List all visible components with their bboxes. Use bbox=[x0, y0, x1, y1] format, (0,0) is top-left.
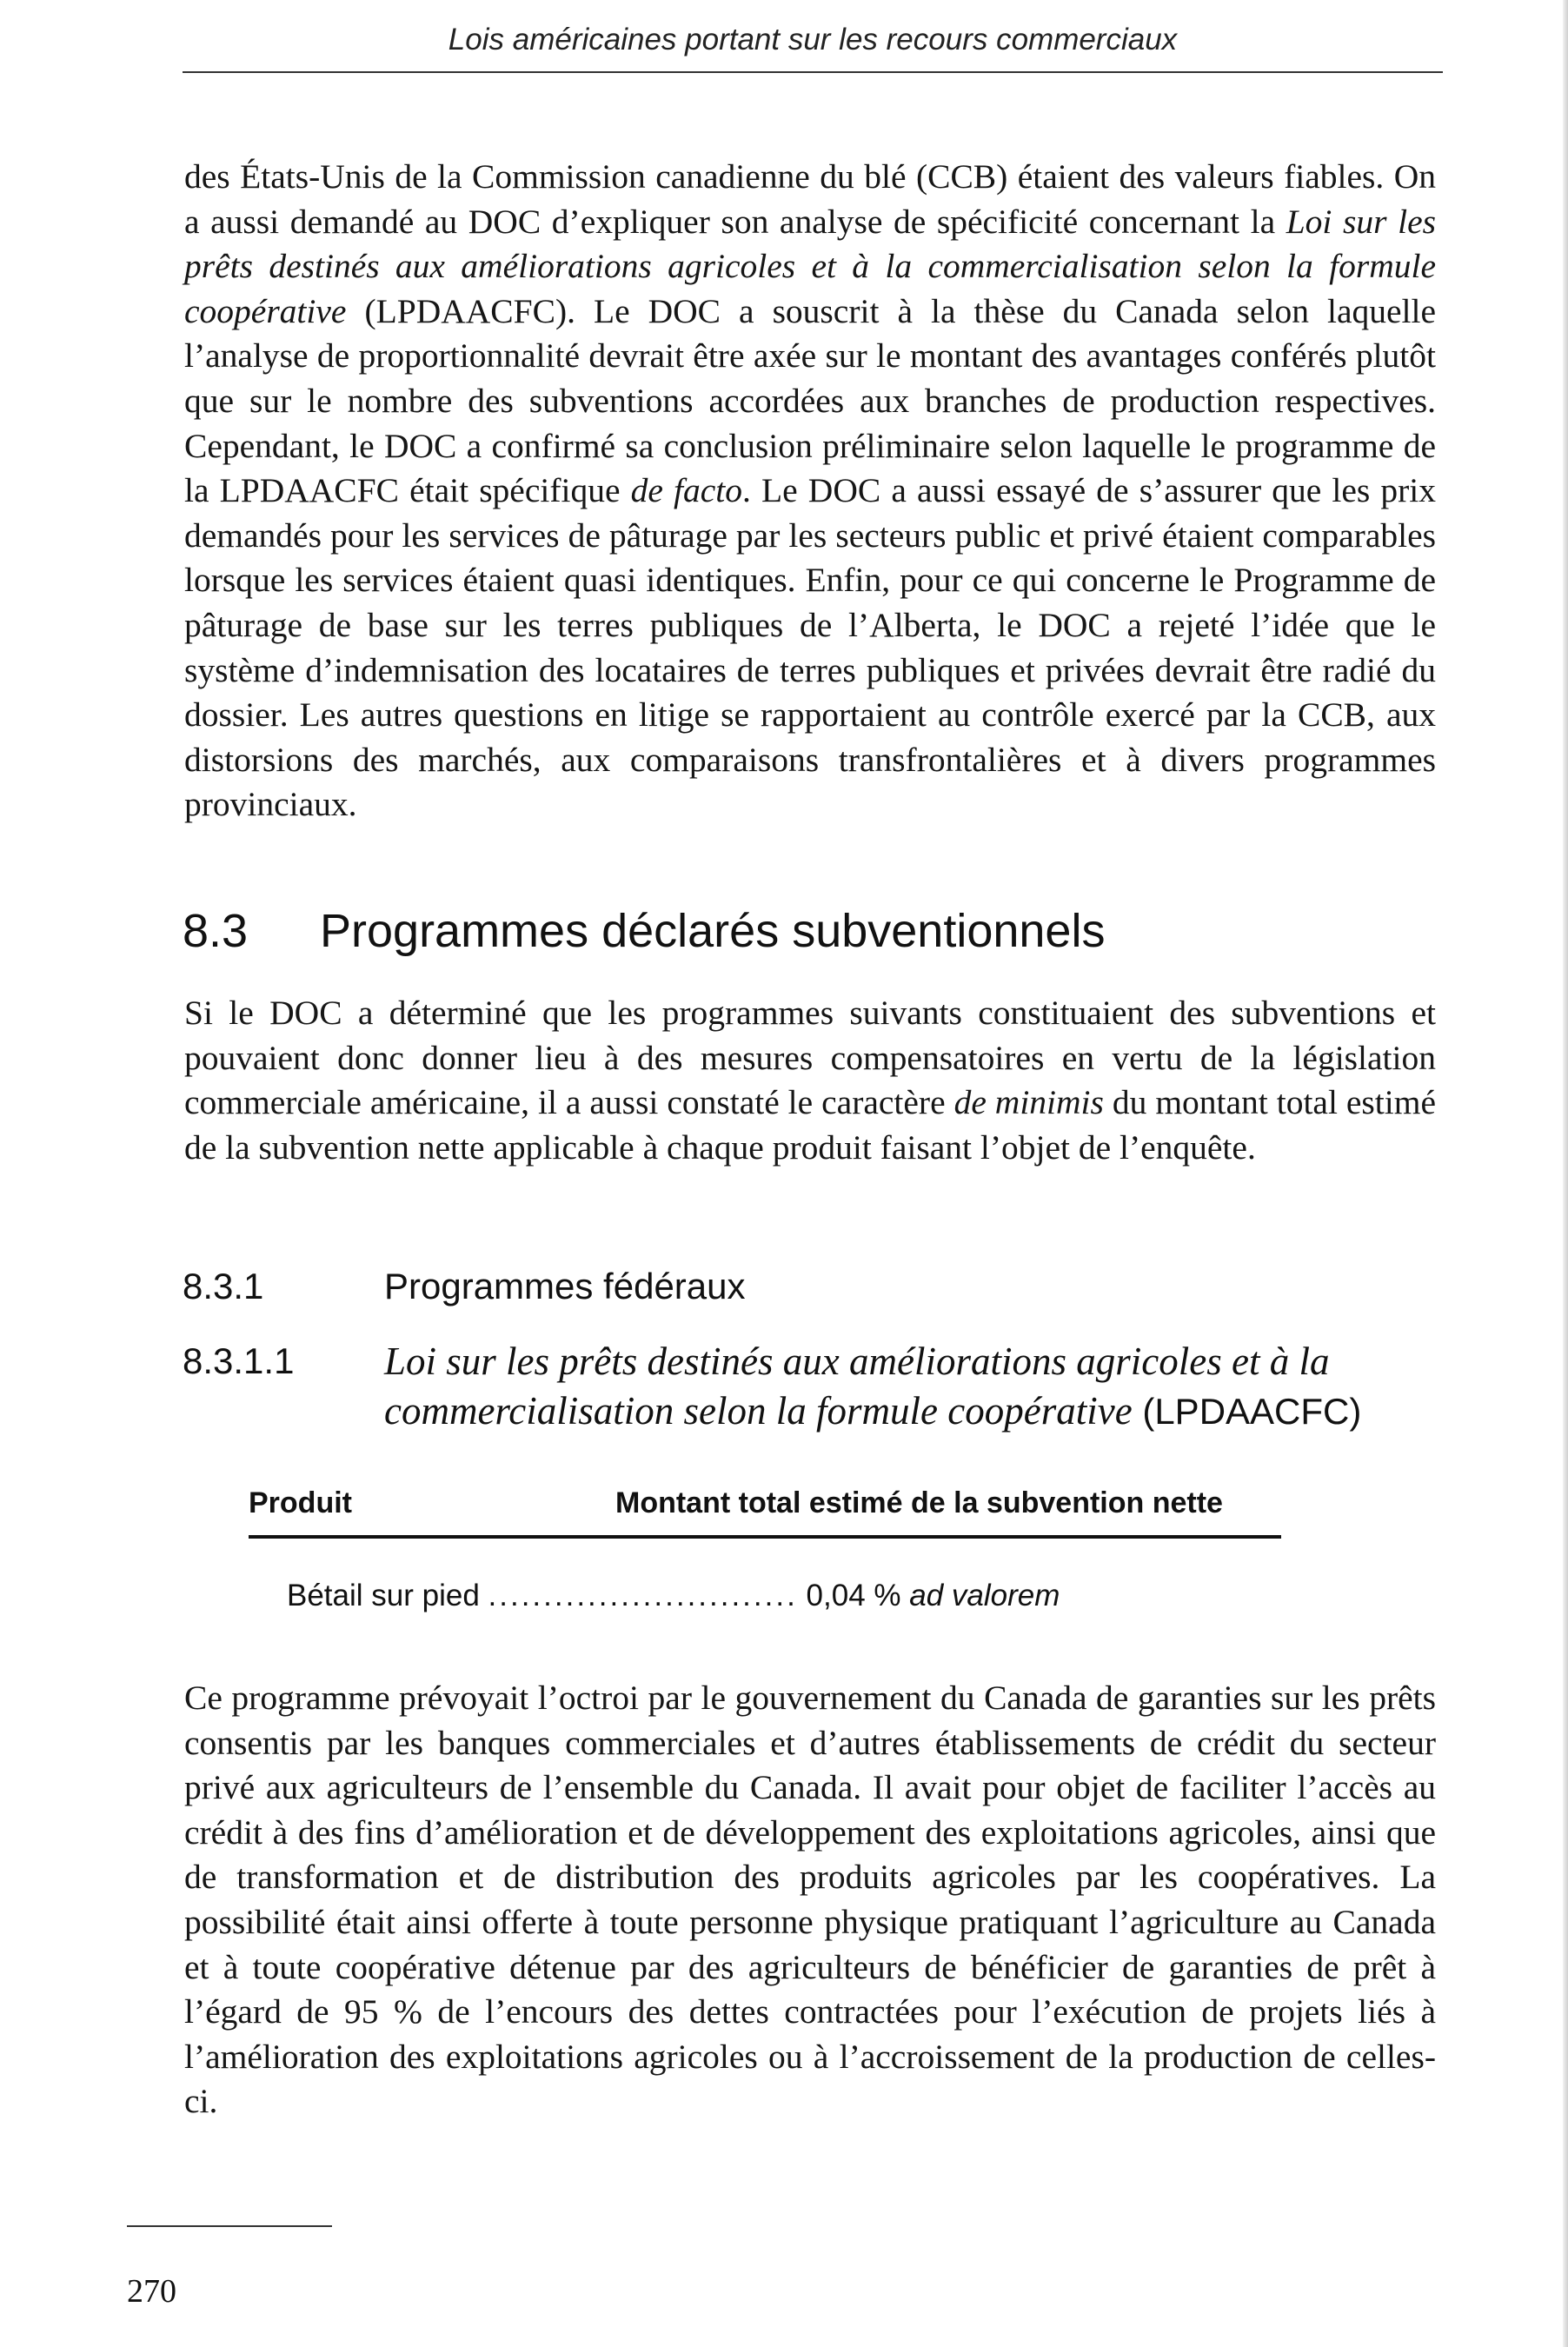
dot-leader: ............................ bbox=[488, 1579, 798, 1612]
section-number: 8.3 bbox=[183, 905, 249, 957]
intro-text-3: . Le DOC a aussi essayé de s’assurer que les prix demandés pour les services de pâturage par les secteurs public et privé étaient comparables lorsque les services étaient quasi identiques. Enfin, pour ce qui concerne le Programme de pâturage de base sur les terres publiques de l’Alberta, le DOC a rejeté l’idée que le système d’indemnisation des locataires de terres publiques et privées devrait être radié du dossier. Les autres questions en litige se rapportaient au contrôle exercé par la CCB, aux distorsions des marchés, aux comparaisons transfrontalières et à divers programmes provinciaux. bbox=[184, 471, 1437, 824]
program-description-paragraph: Ce programme prévoyait l’octroi par le gouvernement du Canada de garanties sur les prêts consentis par les banques commerciales et d’autres établissements de crédit du secteur privé aux agriculteurs de l’ensemble du Canada. Il avait pour objet de faciliter l’accès au crédit à des fins d’amélioration et de développement des exploitations agricoles, ainsi que de transformation et de distribution des produits agricoles par les coopératives. La possibilité était ainsi offerte à toute personne physique pratiquant l’agriculture au Canada et à toute coopérative détenue par des agriculteurs de bénéficier de garanties de prêt à l’égard de 95 % de l’encours des dettes contractées pour l’exécution de projets liés à l’amélioration des exploitations agricoles ou à l’accroissement de la production de celles-ci. bbox=[184, 1679, 1436, 2121]
subsubsection-title-italic: Loi sur les prêts destinés aux améliorations agricoles et à la commercialisation selon la formule coopérative bbox=[384, 1340, 1330, 1433]
subsubsection-title bbox=[384, 1337, 1427, 1436]
column-header-product: Produit bbox=[249, 1486, 352, 1519]
header-rule bbox=[183, 71, 1443, 73]
running-header: Lois américaines portant sur les recours commerciaux bbox=[448, 23, 1178, 57]
section-heading bbox=[183, 904, 1105, 958]
subsection-title: Programmes fédéraux bbox=[384, 1266, 746, 1306]
table-header-rule bbox=[249, 1535, 1281, 1539]
intro-text-2: (LPDAACFC). Le DOC a souscrit à la thèse du Canada selon laquelle l’analyse de proportionnalité devrait être axée sur le montant des avantages conférés plutôt que sur le nombre des subventions accordées aux branches de production respectives. Cependant, le DOC a confirmé sa conclusion préliminaire selon laquelle le programme de la LPDAACFC était spécifique bbox=[184, 291, 1436, 510]
subsubsection-number: 8.3.1.1 bbox=[183, 1340, 295, 1381]
law-name: Loi sur les prêts destinés aux améliorations agricoles et à la commercialisation selon la formule coopérative bbox=[184, 202, 1436, 330]
section-title: Programmes déclarés subventionnels bbox=[320, 905, 1106, 957]
subsubsection-title-suffix: (LPDAACFC) bbox=[1132, 1391, 1362, 1432]
intro-text-1: des États-Unis de la Commission canadienne du blé (CCB) étaient des valeurs fiables. On a aussi demandé au DOC d’expliquer son analyse de spécificité concernant la bbox=[184, 157, 1436, 241]
row-rate-suffix: ad valorem bbox=[909, 1579, 1060, 1612]
page-number: 270 bbox=[127, 2273, 176, 2310]
footer-rule bbox=[127, 2225, 332, 2227]
intro-paragraph bbox=[184, 155, 1436, 828]
column-header-amount: Montant total estimé de la subvention nette bbox=[615, 1486, 1223, 1519]
table-row bbox=[287, 1579, 1060, 1613]
section-intro-paragraph bbox=[184, 991, 1436, 1170]
section-text-2: du montant total estimé de la subvention nette applicable à chaque produit faisant l’objet de l’enquête. bbox=[184, 1083, 1436, 1167]
page-edge-shadow bbox=[1563, 0, 1568, 2347]
section-text-1: Si le DOC a déterminé que les programmes suivants constituaient des subventions et pouvaient donc donner lieu à des mesures compensatoires en vertu de la législation commerciale américaine, il a aussi constaté le caractère bbox=[184, 994, 1436, 1122]
de-minimis-term: de minimis bbox=[953, 1083, 1104, 1122]
subsection-number: 8.3.1 bbox=[183, 1266, 264, 1306]
row-rate: 0,04 % bbox=[806, 1579, 901, 1612]
de-facto-term: de facto bbox=[630, 471, 743, 510]
subsection-heading bbox=[183, 1266, 746, 1307]
row-product: Bétail sur pied bbox=[287, 1579, 480, 1612]
